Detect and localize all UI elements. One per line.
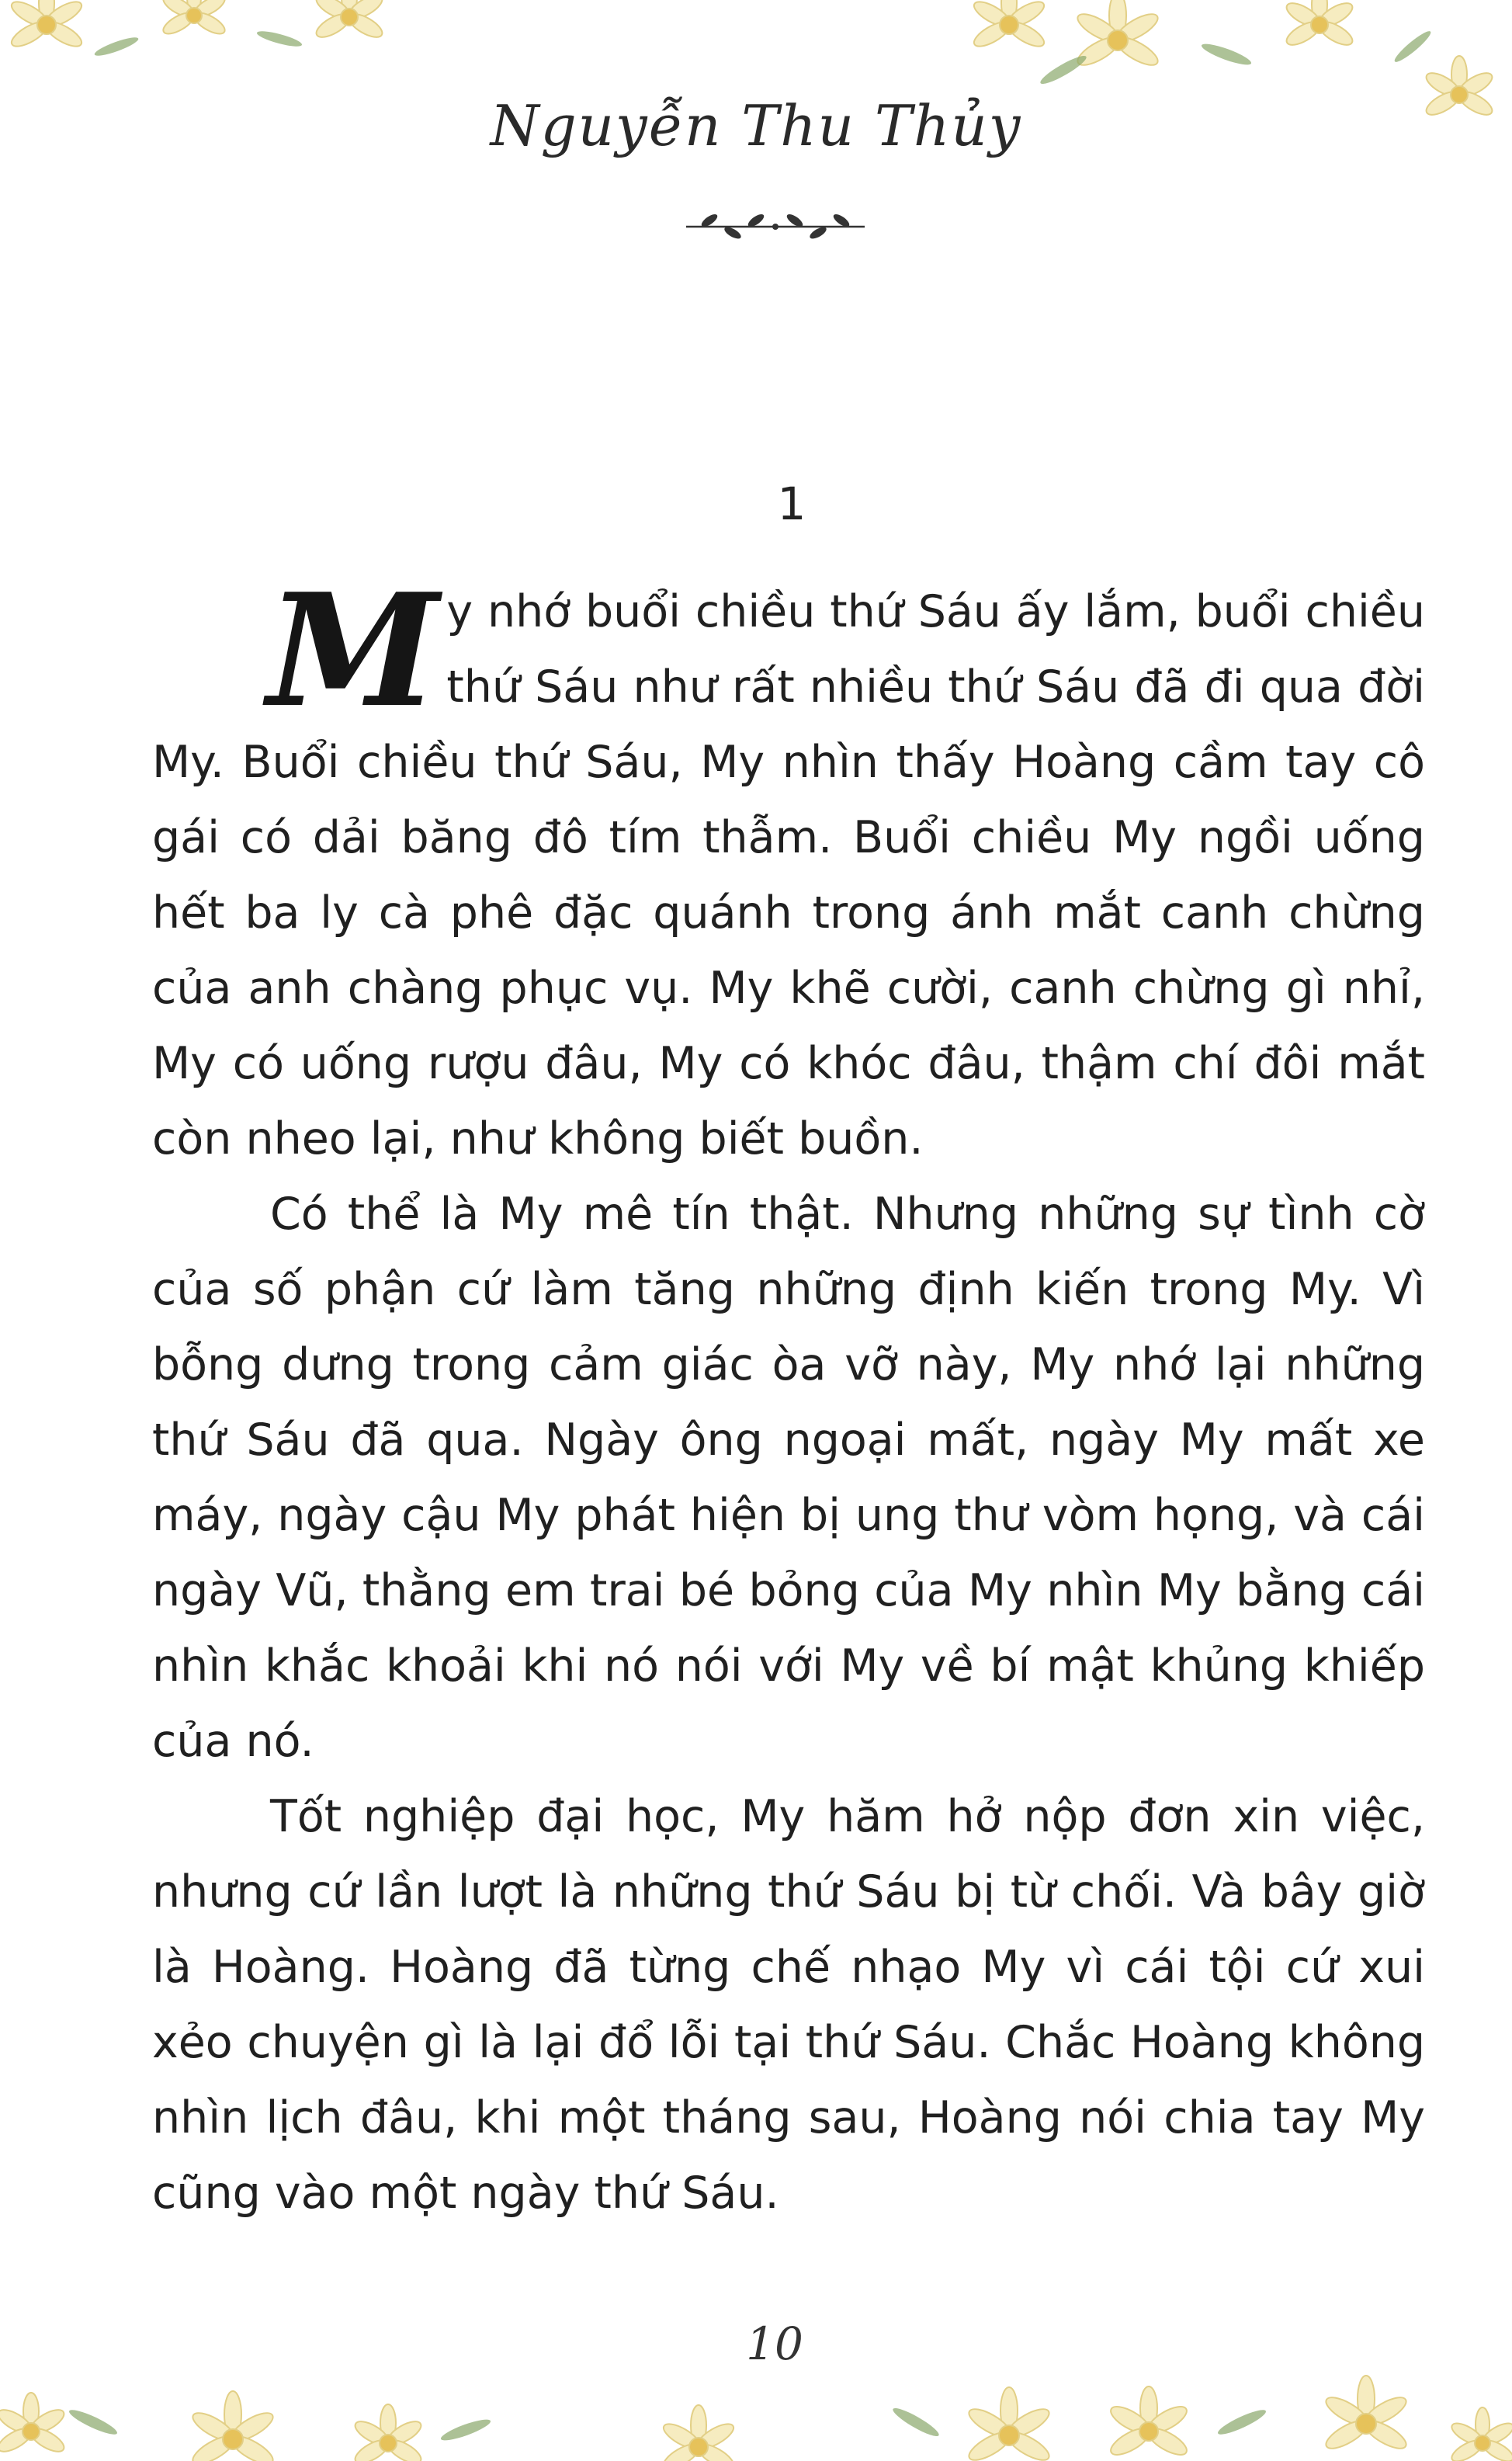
author-signature: Nguyễn Thu Thủy <box>490 93 1022 158</box>
paragraph: Có thể là My mê tín thật. Nhưng những sự tình cờ của số phận cứ làm tăng những định kiến trong My. Vì bỗng dưng trong cảm giác òa vỡ này, My nhớ lại những thứ Sáu đã qua. Ngày ông ngoại mất, ngày My mất xe máy, ngày cậu My phát hiện bị ung thư vòm họng, và cái ngày Vũ, thằng em trai bé bỏng của My nhìn My bằng cái nhìn khắc khoải khi nó nói với My về bí mật khủng khiếp của nó. <box>152 1189 1425 1767</box>
paragraph: Tốt nghiệp đại học, My hăm hở nộp đơn xin việc, nhưng cứ lần lượt là những thứ Sáu bị từ chối. Và bây giờ là Hoàng. Hoàng đã từng chế nhạo My vì cái tội cứ xui xẻo chuyện gì là lại đổ lỗi tại thứ Sáu. Chắc Hoàng không nhìn lịch đâu, khi một tháng sau, Hoàng nói chia tay My cũng vào một ngày thứ Sáu. <box>152 1791 1425 2219</box>
paragraph <box>152 560 1425 1177</box>
drop-cap: M <box>267 560 439 742</box>
chapter-number: 1 <box>777 477 806 530</box>
page-number: 10 <box>746 2317 803 2370</box>
chapter-text <box>152 560 1425 2231</box>
leaf-ornament-icon <box>678 203 872 250</box>
paragraph-text: y nhớ buổi chiều thứ Sáu ấy lắm, buổi chiều thứ Sáu như rất nhiều thứ Sáu đã đi qua đời My. Buổi chiều thứ Sáu, My nhìn thấy Hoàng cầm tay cô gái có dải băng đô tím thẫm. Buổi chiều My ngồi uống hết ba ly cà phê đặc quánh trong ánh mắt canh chừng của anh chàng phục vụ. My khẽ cười, canh chừng gì nhỉ, My có uống rượu đâu, My có khóc đâu, thậm chí đôi mắt còn nheo lại, như không biết buồn. <box>152 586 1425 1165</box>
